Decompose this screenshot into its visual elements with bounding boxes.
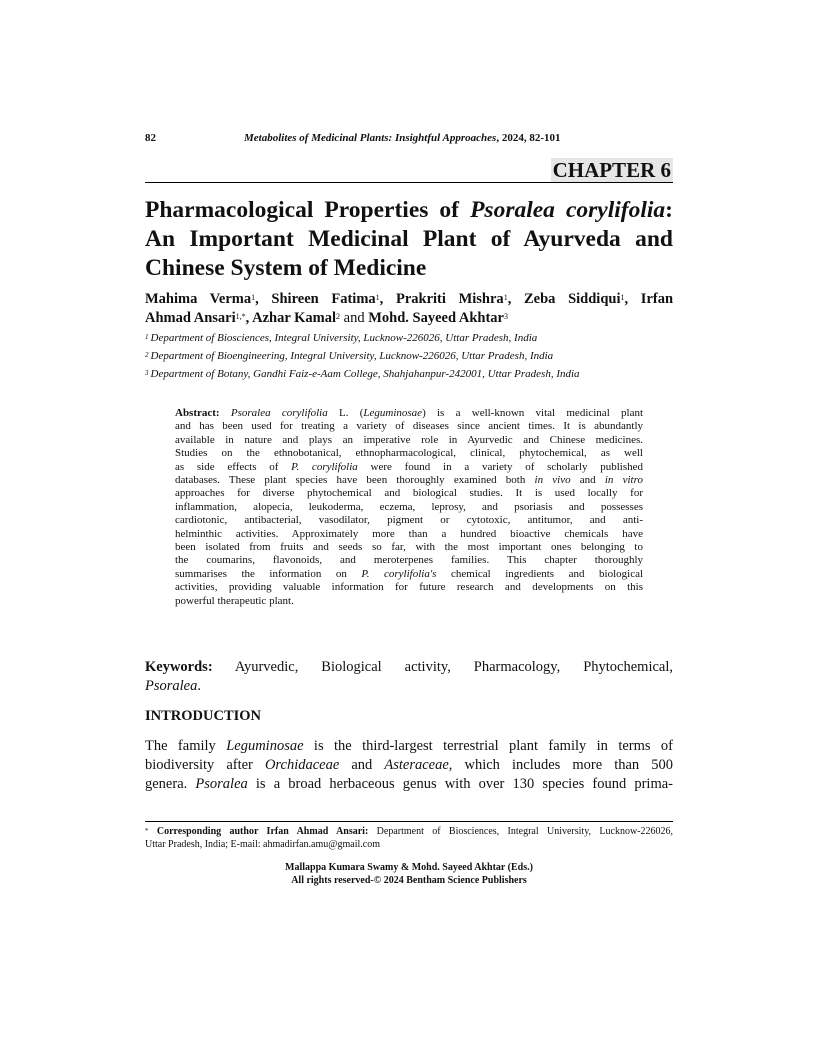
title-line: Chinese System of Medicine <box>145 255 427 281</box>
author-list <box>145 290 673 328</box>
chapter-title <box>145 196 673 283</box>
book-details: , 2024, 82-101 <box>496 132 561 144</box>
title-line: Pharmacological Properties of Psoralea corylifolia: <box>145 197 673 223</box>
author-line: Mahima Verma$^1$, Shireen Fatima$^1$, Prakriti Mishra$^1$, Zeba Siddiqui$^1$, Irfan <box>145 291 674 307</box>
affiliation-2: $^2$ Department of Bioengineering, Integral University, Lucknow-226026, Uttar Pradesh, India <box>145 350 554 362</box>
section-heading: INTRODUCTION <box>145 708 262 724</box>
journal-citation <box>244 132 560 144</box>
chapter-label: CHAPTER 6 <box>552 158 671 182</box>
author-line: Ahmad Ansari$^{1,*}$, Azhar Kamal$^2$ and Mohd. Sayeed Akhtar$^3$ <box>145 310 508 326</box>
page-number: 82 <box>145 132 156 144</box>
abstract: Abstract: Psoralea corylifolia L. (Leguminosae) is a well-known vital medicinal plant and has been used for treating a variety of diseases since ancient times. It is abundantly available in nature and plays an imperative role in Ayurvedic and Chinese medicines. Studies on the ethnobotanical, ethnopharmacological, clinical, phytochemical, as well as side effects of P. corylifolia were found in a variety of scholarly published databases. These plant species have been thoroughly examined both in vivo and in vitro approaches for diverse phytochemical and biological studies. It is used locally for inflammation, alopecia, leukoderma, eczema, leprosy, and psoriasis and possesses cardiotonic, antibacterial, vasodilator, pigment or cytotoxic, antitumor, and anti- helminthic activities. Approximately more than a hundred bioactive chemicals have been isolated from fruits and seeds so far, with the most important ones belonging to the coumarins, flavonoids, and meroterpenes families. This chapter thoroughly summarises the information on P. corylifolia's chemical ingredients and biological activities, providing valuable information for future research and developments on this powerful therapeutic plant. <box>175 407 644 607</box>
introduction-paragraph: The family Leguminosae is the third-largest terrestrial plant family in terms of biodiversity after Orchidaceae and Asteraceae, which includes more than 500 genera. Psoralea is a broad herbaceous genus with over 130 species found prima- <box>145 738 674 792</box>
affiliation-3: $^3$ Department of Botany, Gandhi Faiz-e-Aam College, Shahjahanpur-242001, Uttar Pradesh, India <box>145 368 580 380</box>
editors-line: Mallappa Kumara Swamy & Mohd. Sayeed Akhtar (Eds.) <box>285 862 533 873</box>
footnote: * Corresponding author Irfan Ahmad Ansari: Department of Biosciences, Integral University, Lucknow-226026, Uttar Pradesh, India; E-mail: ahmadirfan.amu@gmail.com <box>145 826 674 850</box>
abstract-label: Abstract: <box>175 407 220 419</box>
book-title: Metabolites of Medicinal Plants: Insightful Approaches <box>244 132 497 144</box>
keywords: Keywords: Ayurvedic, Biological activity, Pharmacology, Phytochemical, Psoralea. <box>145 659 673 694</box>
title-line: An Important Medicinal Plant of Ayurveda and <box>145 226 673 252</box>
publisher-notice <box>145 862 673 887</box>
affiliation-1: $^1$ Department of Biosciences, Integral University, Lucknow-226026, Uttar Pradesh, India <box>145 332 538 344</box>
footnote-rule <box>145 821 673 822</box>
header-rule <box>145 182 673 183</box>
rights-line: All rights reserved-© 2024 Bentham Science Publishers <box>291 874 527 886</box>
keywords-label: Keywords: <box>145 659 213 675</box>
